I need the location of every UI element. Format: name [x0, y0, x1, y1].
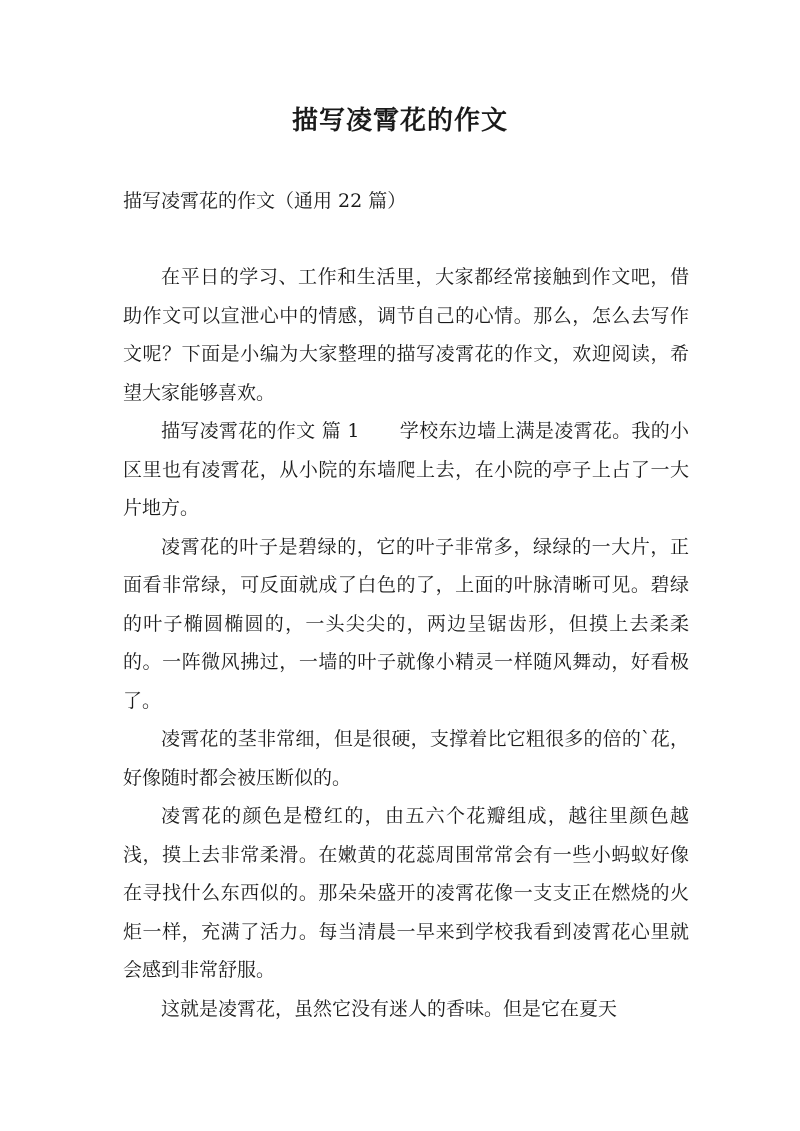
document-title: 描写凌霄花的作文 — [291, 106, 508, 136]
article-heading: 描写凌霄花的作文 篇 1 — [161, 420, 360, 442]
paragraph-5: 这就是凌霄花，虽然它没有迷人的香味。但是它在夏天 — [161, 997, 618, 1020]
document-body — [123, 258, 689, 1028]
paragraph-2: 凌霄花的叶子是碧绿的，它的叶子非常多，绿绿的一大片，正面看非常绿，可反面就成了白色的了，上面的叶脉清晰可见。碧绿的叶子椭圆椭圆的，一头尖尖的，两边呈锯齿形，但摸上去柔柔的。一阵微风拂过，一墙的叶子就像小精灵一样随风舞动，好看极了。 — [123, 535, 689, 712]
document-subtitle: 描写凌霄花的作文（通用 22 篇） — [123, 190, 407, 212]
intro-paragraph: 在平日的学习、工作和生活里，大家都经常接触到作文吧，借助作文可以宣泄心中的情感，调节自己的心情。那么，怎么去写作文呢？下面是小编为大家整理的描写凌霄花的作文，欢迎阅读，希望大家能够喜欢。 — [123, 266, 689, 404]
paragraph-1: 学校东边墙上满是凌霄花。我的小区里也有凌霄花，从小院的东墙爬上去，在小院的亭子上占了一大片地方。 — [123, 420, 689, 519]
article-first-paragraph — [123, 412, 689, 528]
paragraph-3: 凌霄花的茎非常细，但是很硬，支撑着比它粗很多的倍的`花，好像随时都会被压断似的。 — [123, 728, 689, 789]
paragraph-4: 凌霄花的颜色是橙红的，由五六个花瓣组成，越往里颜色越浅，摸上去非常柔滑。在嫩黄的花蕊周围常常会有一些小蚂蚁好像在寻找什么东西似的。那朵朵盛开的凌霄花像一支支正在燃烧的火炬一样，充满了活力。每当清晨一早来到学校我看到凌霄花心里就会感到非常舒服。 — [123, 805, 689, 981]
